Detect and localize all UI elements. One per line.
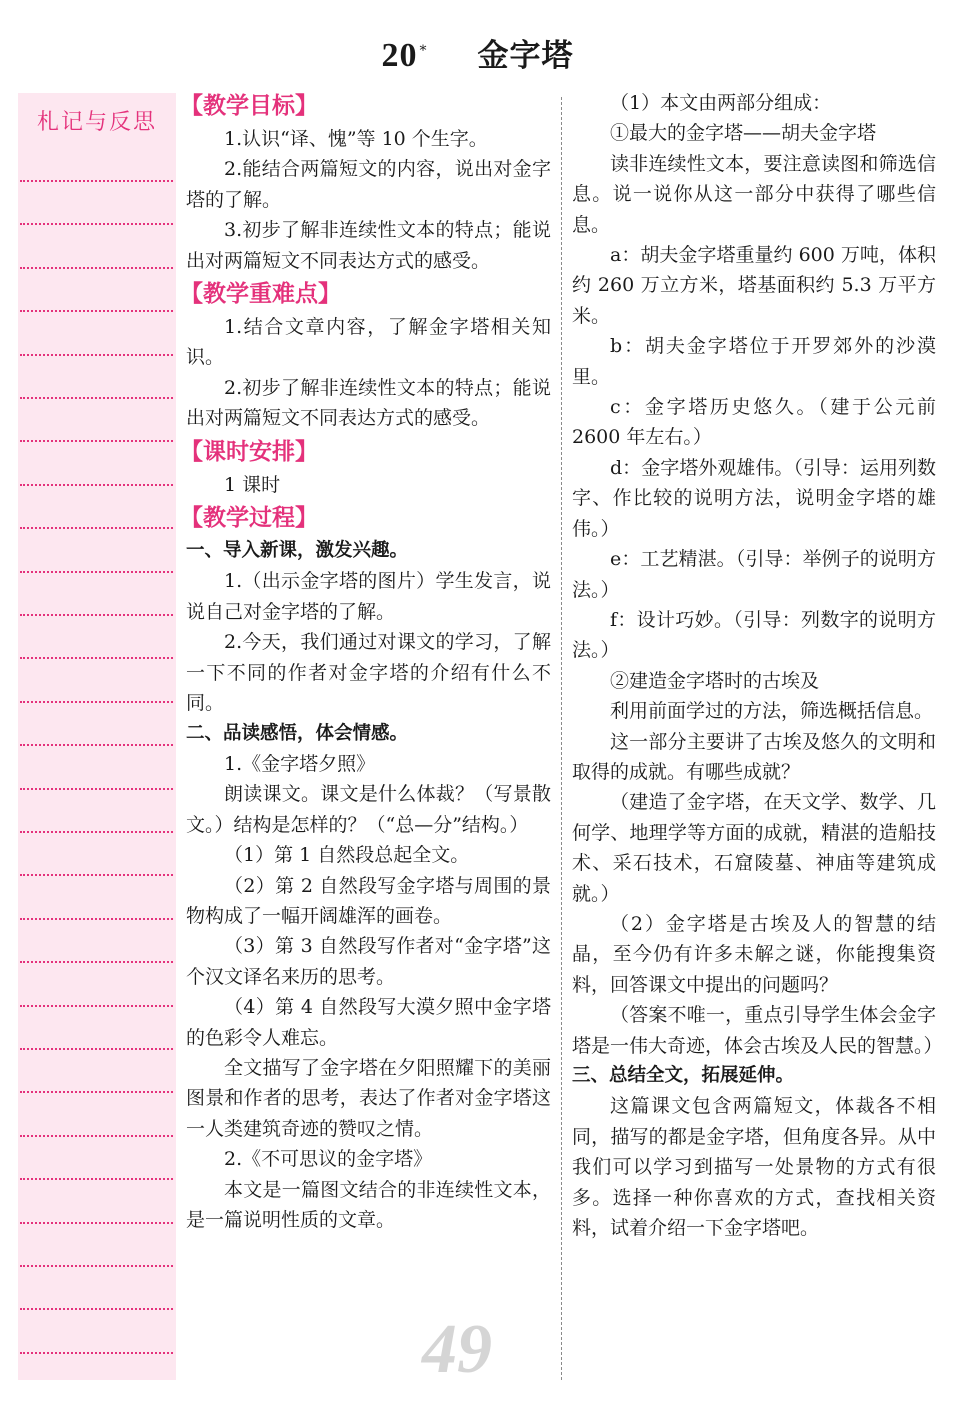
page-number: 49	[422, 1311, 492, 1388]
paragraph: （1）第 1 自然段总起全文。	[224, 844, 470, 867]
note-line	[20, 354, 173, 356]
goals-heading: 【教学目标】	[180, 93, 318, 119]
note-line	[20, 701, 173, 703]
note-line	[20, 1352, 173, 1354]
star-mark: *	[419, 42, 428, 59]
note-line	[20, 744, 173, 746]
paragraph: （1）本文由两部分组成：	[610, 92, 832, 114]
note-line	[20, 788, 173, 790]
section-title: 三、总结全文，拓展延伸。	[572, 1065, 795, 1086]
paragraph: a：胡夫金字塔重量约 600 万吨，体积约 260 万立方米，塔基面积约 5.3 万平方米。	[572, 244, 936, 327]
paragraph: （答案不唯一，重点引导学生体会金字塔是一伟大奇迹，体会古埃及人民的智慧。）	[572, 1004, 943, 1057]
lesson-title: 金字塔	[477, 38, 574, 74]
paragraph: 3.初步了解非连续性文本的特点；能说出对两篇短文不同表达方式的感受。	[186, 219, 551, 272]
note-line	[20, 614, 173, 616]
note-line	[20, 1048, 173, 1050]
paragraph: d：金字塔外观雄伟。（引导：运用列数字、作比较的说明方法，说明金字塔的雄伟。）	[572, 456, 936, 540]
paragraph: 1.《金字塔夕照》	[224, 752, 376, 775]
note-line	[20, 874, 173, 876]
schedule-heading: 【课时安排】	[180, 438, 318, 465]
paragraph: 1.结合文章内容，了解金字塔相关知识。	[186, 316, 551, 369]
paragraph: 2.初步了解非连续性文本的特点；能说出对两篇短文不同表达方式的感受。	[186, 376, 551, 430]
paragraph: （4）第 4 自然段写大漠夕照中金字塔的色彩令人难忘。	[186, 996, 551, 1049]
paragraph: 2.《不可思议的金字塔》	[224, 1148, 433, 1171]
paragraph: （2）第 2 自然段写金字塔与周围的景物构成了一幅开阔雄浑的画卷。	[186, 874, 551, 927]
paragraph: f：设计巧妙。（引导：列数字的说明方法。）	[572, 608, 936, 662]
note-line	[20, 180, 173, 182]
note-line	[20, 1091, 173, 1093]
process-heading: 【教学过程】	[180, 505, 318, 532]
note-line	[20, 961, 173, 963]
key-points-heading: 【教学重难点】	[180, 281, 341, 308]
paragraph: 利用前面学过的方法，筛选概括信息。	[610, 700, 934, 723]
paragraph: 1.（出示金字塔的图片）学生发言，说说自己对金字塔的了解。	[186, 570, 551, 623]
note-line	[20, 1178, 173, 1180]
paragraph: （3）第 3 自然段写作者对“金字塔”这个汉文译名来历的思考。	[186, 935, 551, 988]
column-divider	[561, 97, 562, 1380]
page-title	[0, 30, 955, 75]
paragraph: e：工艺精湛。（引导：举例子的说明方法。）	[572, 548, 936, 601]
note-line	[20, 831, 173, 833]
paragraph: 全文描写了金字塔在夕阳照耀下的美丽图景和作者的思考，表达了作者对金字塔这一人类建筑奇迹的赞叹之情。	[186, 1056, 551, 1140]
right-column	[572, 88, 943, 1243]
lesson-number: 20	[381, 37, 418, 74]
note-line	[20, 527, 173, 529]
note-line	[20, 1005, 173, 1007]
note-line	[20, 571, 173, 573]
note-line	[20, 267, 173, 269]
sidebar-title: 札记与反思	[36, 110, 157, 135]
paragraph: 1 课时	[224, 473, 281, 496]
note-line	[20, 1308, 173, 1310]
note-line	[20, 484, 173, 486]
paragraph: 2.能结合两篇短文的内容，说出对金字塔的了解。	[186, 158, 551, 211]
paragraph: 这篇课文包含两篇短文，体裁各不相同，描写的都是金字塔，但角度各异。从中我们可以学习到描写一处景物的方式有很多。选择一种你喜欢的方式，查找相关资料，试着介绍一下金字塔吧。	[572, 1095, 936, 1240]
paragraph: 读非连续性文本，要注意读图和筛选信息。说一说你从这一部分中获得了哪些信息。	[572, 152, 936, 236]
paragraph: c：金字塔历史悠久。（建于公元前 2600 年左右。）	[572, 396, 936, 449]
section-title: 一、导入新课，激发兴趣。	[186, 540, 409, 562]
note-line	[20, 1135, 173, 1137]
paragraph: ②建造金字塔时的古埃及	[610, 669, 820, 692]
note-line	[20, 440, 173, 442]
paragraph: ①最大的金字塔——胡夫金字塔	[610, 122, 877, 145]
paragraph: （建造了金字塔，在天文学、数学、几何学、地理学等方面的成就，精湛的造船技术、采石技术，石窟陵墓、神庙等建筑成就。）	[572, 791, 936, 905]
paragraph: 朗读课文。课文是什么体裁？（写景散文。）结构是怎样的？（“总—分”结构。）	[186, 783, 551, 836]
paragraph: 本文是一篇图文结合的非连续性文本，是一篇说明性质的文章。	[186, 1178, 551, 1231]
paragraph: 这一部分主要讲了古埃及悠久的文明和取得的成就。有哪些成就？	[572, 730, 936, 783]
note-line	[20, 1222, 173, 1224]
paragraph: 2.今天，我们通过对课文的学习，了解一下不同的作者对金字塔的介绍有什么不同。	[186, 631, 551, 715]
section-title: 二、品读感悟，体会情感。	[186, 722, 409, 744]
left-column	[180, 88, 551, 1235]
note-line	[20, 1265, 173, 1267]
paragraph: b：胡夫金字塔位于开罗郊外的沙漠里。	[572, 335, 936, 388]
paragraph: 1.认识“译、愧”等 10 个生字。	[224, 128, 488, 150]
note-line	[20, 397, 173, 399]
note-line	[20, 223, 173, 225]
paragraph: （2）金字塔是古埃及人的智慧的结晶，至今仍有许多未解之谜，你能搜集资料，回答课文中提出的问题吗？	[572, 912, 936, 996]
note-line	[20, 657, 173, 659]
note-line	[20, 310, 173, 312]
notes-sidebar	[18, 93, 176, 1380]
note-line	[20, 918, 173, 920]
